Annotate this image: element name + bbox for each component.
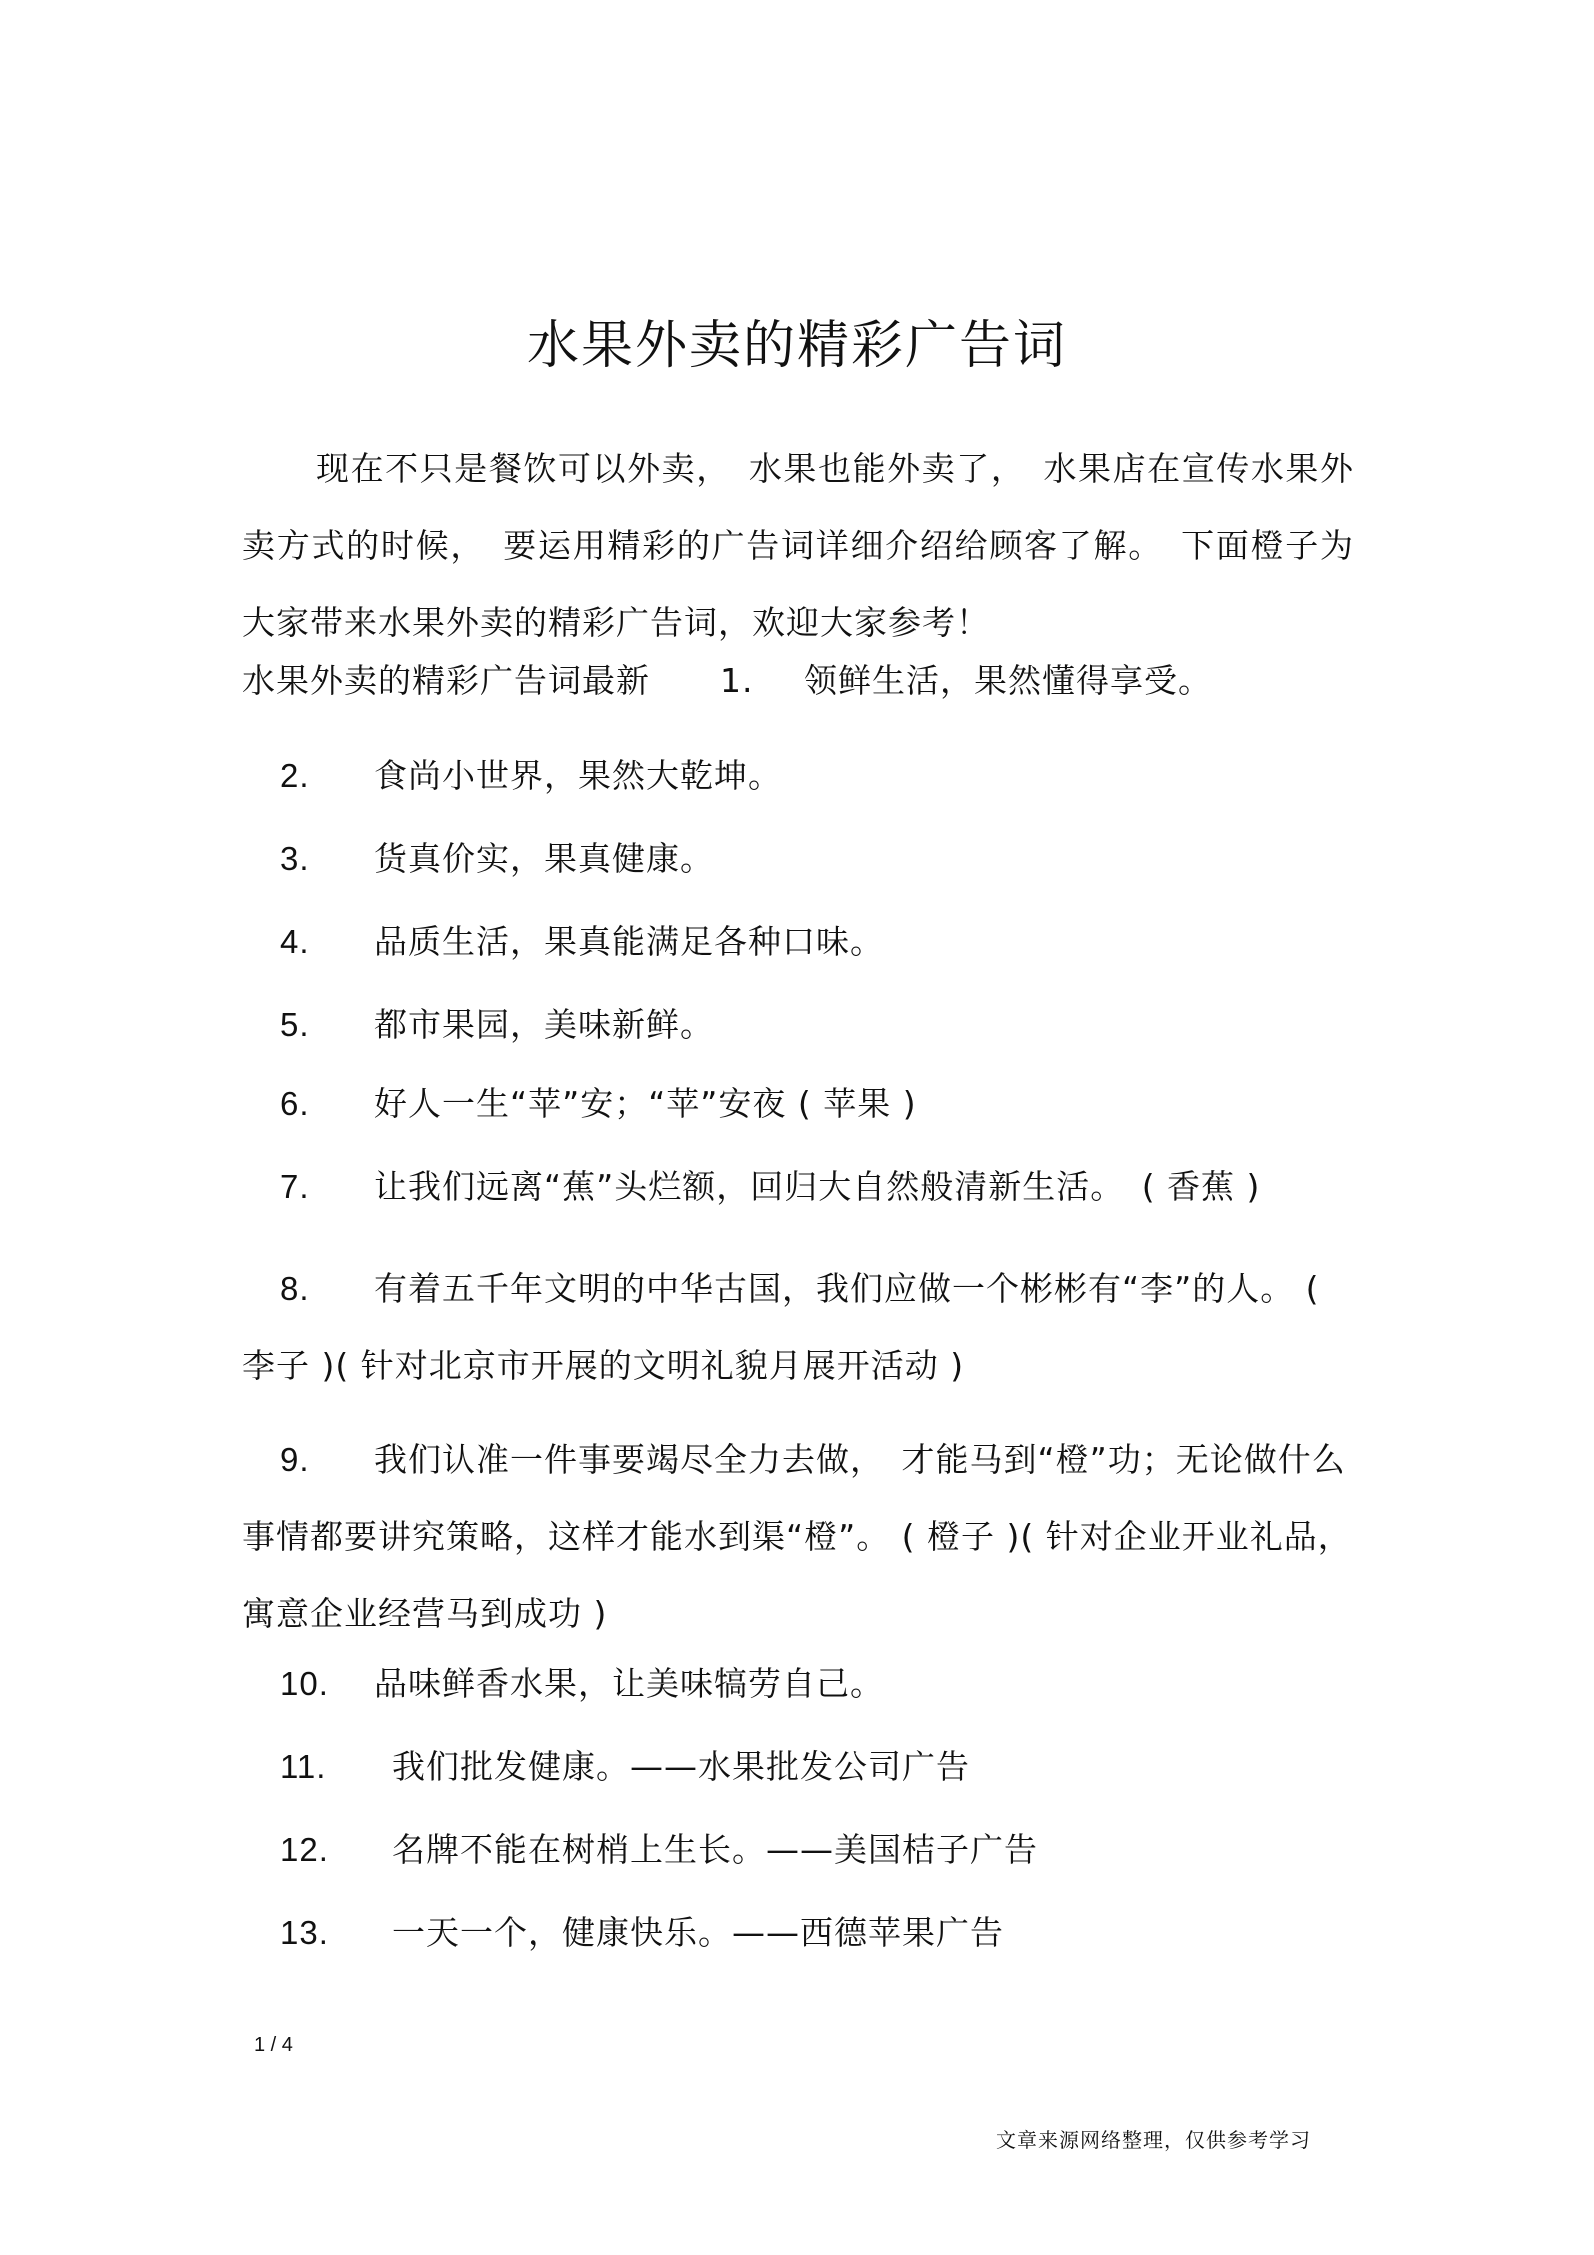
list-item — [242, 1894, 1354, 1971]
subhead-line — [242, 655, 1212, 702]
item-text: 食尚小世界，果然大乾坤。 — [374, 756, 782, 795]
list-item — [242, 1728, 1354, 1805]
item-text: 有着五千年文明的中华古国，我们应做一个彬彬有“李”的人。 ( 李子 )( 针对北京市开展的文明礼貌月展开活动 ) — [242, 1269, 1320, 1385]
item-number: 6. — [280, 1085, 310, 1122]
list-item — [242, 737, 1354, 814]
item-text: 让我们远离“蕉”头烂额，回归大自然般清新生活。 ( 香蕉 ) — [374, 1167, 1261, 1206]
item-text: 品味鲜香水果，让美味犒劳自己。 — [374, 1664, 884, 1703]
item-text: 一天一个，健康快乐。——西德苹果广告 — [392, 1913, 1004, 1952]
item-number: 5. — [280, 1006, 310, 1043]
item-number: 10. — [280, 1665, 329, 1702]
item-number: 3. — [280, 840, 310, 877]
item-number: 11. — [280, 1748, 327, 1785]
list-item — [242, 1645, 1354, 1722]
page-title: 水果外卖的精彩广告词 — [526, 315, 1067, 376]
item-number: 8. — [280, 1270, 310, 1307]
list-item — [242, 1811, 1354, 1888]
list-item — [242, 903, 1354, 980]
list-item — [242, 820, 1354, 897]
list-item — [242, 1250, 1354, 1404]
page-number: 1 / 4 — [254, 2034, 293, 2056]
item-number: 9. — [280, 1441, 310, 1478]
item-number: 13. — [280, 1914, 329, 1951]
item-text: 我们批发健康。——水果批发公司广告 — [392, 1747, 970, 1786]
item-text: 好人一生“苹”安；“苹”安夜 ( 苹果 ) — [374, 1084, 917, 1123]
item-text: 货真价实，果真健康。 — [374, 839, 714, 878]
item-text: 品质生活，果真能满足各种口味。 — [374, 922, 884, 961]
list-item — [242, 1065, 1354, 1142]
subhead-label: 水果外卖的精彩广告词最新 — [242, 661, 650, 700]
item-number: 4. — [280, 923, 310, 960]
list-item — [242, 1421, 1354, 1652]
item-number: 7. — [280, 1168, 310, 1205]
item-number: 12. — [280, 1831, 329, 1868]
item-number: 1. — [720, 661, 754, 700]
intro-paragraph: 现在不只是餐饮可以外卖， 水果也能外卖了， 水果店在宣传水果外卖方式的时候， 要运用精彩的广告词详细介绍给顾客了解。 下面橙子为大家带来水果外卖的精彩广告词，欢迎大家参考！ — [242, 449, 1354, 642]
item-text: 领鲜生活，果然懂得享受。 — [804, 661, 1212, 700]
item-text: 都市果园，美味新鲜。 — [374, 1005, 714, 1044]
list-item — [242, 1148, 1354, 1225]
list-item — [242, 986, 1354, 1063]
item-text: 我们认准一件事要竭尽全力去做， 才能马到“橙”功；无论做什么事情都要讲究策略，这样才能水到渠“橙”。 ( 橙子 )( 针对企业开业礼品，寓意企业经营马到成功 ) — [242, 1440, 1352, 1633]
item-number: 2. — [280, 757, 310, 794]
footer-note: 文章来源网络整理，仅供参考学习 — [996, 2128, 1311, 2152]
item-text: 名牌不能在树梢上生长。——美国桔子广告 — [392, 1830, 1038, 1869]
